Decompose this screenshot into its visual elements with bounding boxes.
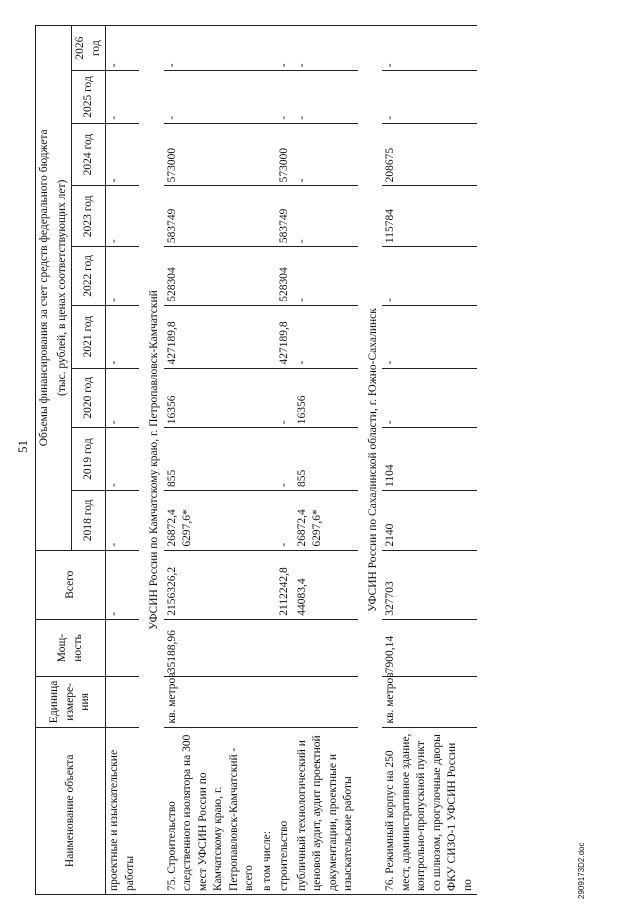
year-value: -	[276, 490, 294, 550]
header-funding: Объемы финансирования за счет средств федерального бюджета	[36, 26, 54, 551]
year-value: -	[294, 26, 358, 71]
year-value: -	[106, 186, 140, 247]
year-value: -	[294, 305, 358, 368]
capacity-cell	[294, 619, 358, 677]
table-row	[382, 26, 477, 895]
table-row	[294, 26, 358, 895]
year-value	[259, 305, 277, 368]
header-year: 2019 год	[72, 428, 106, 491]
header-name: Наименование объекта	[36, 727, 106, 894]
table-row	[276, 26, 294, 895]
header-year: 2024 год	[72, 123, 106, 186]
unit-cell	[106, 677, 140, 727]
year-value: -	[382, 368, 477, 428]
header-year: 2025 год	[72, 71, 106, 123]
year-value	[259, 247, 277, 306]
object-name: публичный технологический и ценовой аудит, аудит проектной документации, проектные и изыскательские работы	[294, 727, 358, 894]
object-name: проектные и изыскательские работы	[106, 727, 140, 894]
capacity-cell	[106, 619, 140, 677]
funding-table	[35, 25, 477, 895]
year-value: -	[106, 26, 140, 71]
total-cell: 44083,4	[294, 550, 358, 619]
capacity-cell: 7900,14	[382, 619, 477, 677]
header-capacity: Мощ-ность	[36, 619, 106, 677]
year-value: -	[276, 368, 294, 428]
year-value: 427189,8	[276, 305, 294, 368]
year-value: -	[382, 26, 477, 71]
footer-filename: 2909173D2.doc	[577, 842, 586, 899]
year-value	[259, 428, 277, 491]
unit-cell	[276, 677, 294, 727]
year-value: 583749	[276, 186, 294, 247]
total-cell: 327703	[382, 550, 477, 619]
year-value: 26872,4 6297,6*	[164, 490, 259, 550]
year-value: -	[106, 305, 140, 368]
year-value: 528304	[164, 247, 259, 306]
year-value: -	[164, 26, 259, 71]
year-value: 573000	[276, 123, 294, 186]
year-value: 583749	[164, 186, 259, 247]
year-value: 26872,4 6297,6*	[294, 490, 358, 550]
header-total: Всего	[36, 550, 106, 619]
total-cell: -	[106, 550, 140, 619]
year-value: -	[106, 368, 140, 428]
year-value: -	[106, 428, 140, 491]
unit-cell: кв. метров	[164, 677, 259, 727]
year-value: 528304	[276, 247, 294, 306]
year-value: 16356	[294, 368, 358, 428]
year-value: -	[106, 123, 140, 186]
section-row	[358, 26, 383, 895]
year-value: -	[294, 71, 358, 123]
year-value: 427189,8	[164, 305, 259, 368]
table-row	[259, 26, 277, 895]
year-value	[259, 123, 277, 186]
capacity-cell	[259, 619, 277, 677]
year-value: -	[164, 71, 259, 123]
page-number: 51	[15, 440, 30, 453]
header-year: 2022 год	[72, 247, 106, 306]
total-cell: 2112242,8	[276, 550, 294, 619]
year-value: 16356	[164, 368, 259, 428]
header-year: 2023 год	[72, 186, 106, 247]
unit-cell: кв. метров	[382, 677, 477, 727]
year-value	[259, 368, 277, 428]
year-value: 855	[294, 428, 358, 491]
year-value: -	[294, 186, 358, 247]
header-year: 2021 год	[72, 305, 106, 368]
year-value: 573000	[164, 123, 259, 186]
object-name: 75. Строительство следственного изолятора на 300 мест УФСИН России по Камчатскому краю, г. Петропавловск-Камчатский - всего	[164, 727, 259, 894]
unit-cell	[294, 677, 358, 727]
year-value: -	[276, 71, 294, 123]
year-value	[259, 26, 277, 71]
section-row	[139, 26, 164, 895]
year-value: -	[276, 428, 294, 491]
year-value: -	[382, 305, 477, 368]
section-title: УФСИН России по Сахалинской области, г. Южно-Сахалинск	[358, 26, 383, 895]
capacity-cell: 35188,96	[164, 619, 259, 677]
year-value: -	[294, 123, 358, 186]
year-value: -	[276, 26, 294, 71]
year-value: 208675	[382, 123, 477, 186]
object-name: 76. Режимный корпус на 250 мест, административное здание, контрольно-пропускной пункт со шлюзом, прогулочные дворы ФКУ СИЗО-1 УФСИН России по	[382, 727, 477, 894]
unit-cell	[259, 677, 277, 727]
header-year: 2026 год	[72, 26, 106, 71]
object-name: в том числе:	[259, 727, 277, 894]
total-cell: 2156326,2	[164, 550, 259, 619]
year-value	[259, 490, 277, 550]
total-cell	[259, 550, 277, 619]
capacity-cell	[276, 619, 294, 677]
header-funding-sub: (тыс. рублей, в ценах соответствующих лет)	[54, 26, 72, 551]
section-title: УФСИН России по Камчатскому краю, г. Петропавловск-Камчатский	[139, 26, 164, 895]
year-value: 1104	[382, 428, 477, 491]
year-value: -	[106, 71, 140, 123]
year-value: -	[106, 490, 140, 550]
year-value: -	[294, 247, 358, 306]
table-row	[106, 26, 140, 895]
object-name: строительство	[276, 727, 294, 894]
header-year: 2018 год	[72, 490, 106, 550]
year-value: -	[382, 71, 477, 123]
year-value	[259, 186, 277, 247]
header-year: 2020 год	[72, 368, 106, 428]
year-value: 115784	[382, 186, 477, 247]
year-value: -	[382, 247, 477, 306]
year-value: -	[106, 247, 140, 306]
year-value: 855	[164, 428, 259, 491]
table-row	[164, 26, 259, 895]
header-unit: Единица измере-ния	[36, 677, 106, 727]
year-value	[259, 71, 277, 123]
year-value: 2140	[382, 490, 477, 550]
